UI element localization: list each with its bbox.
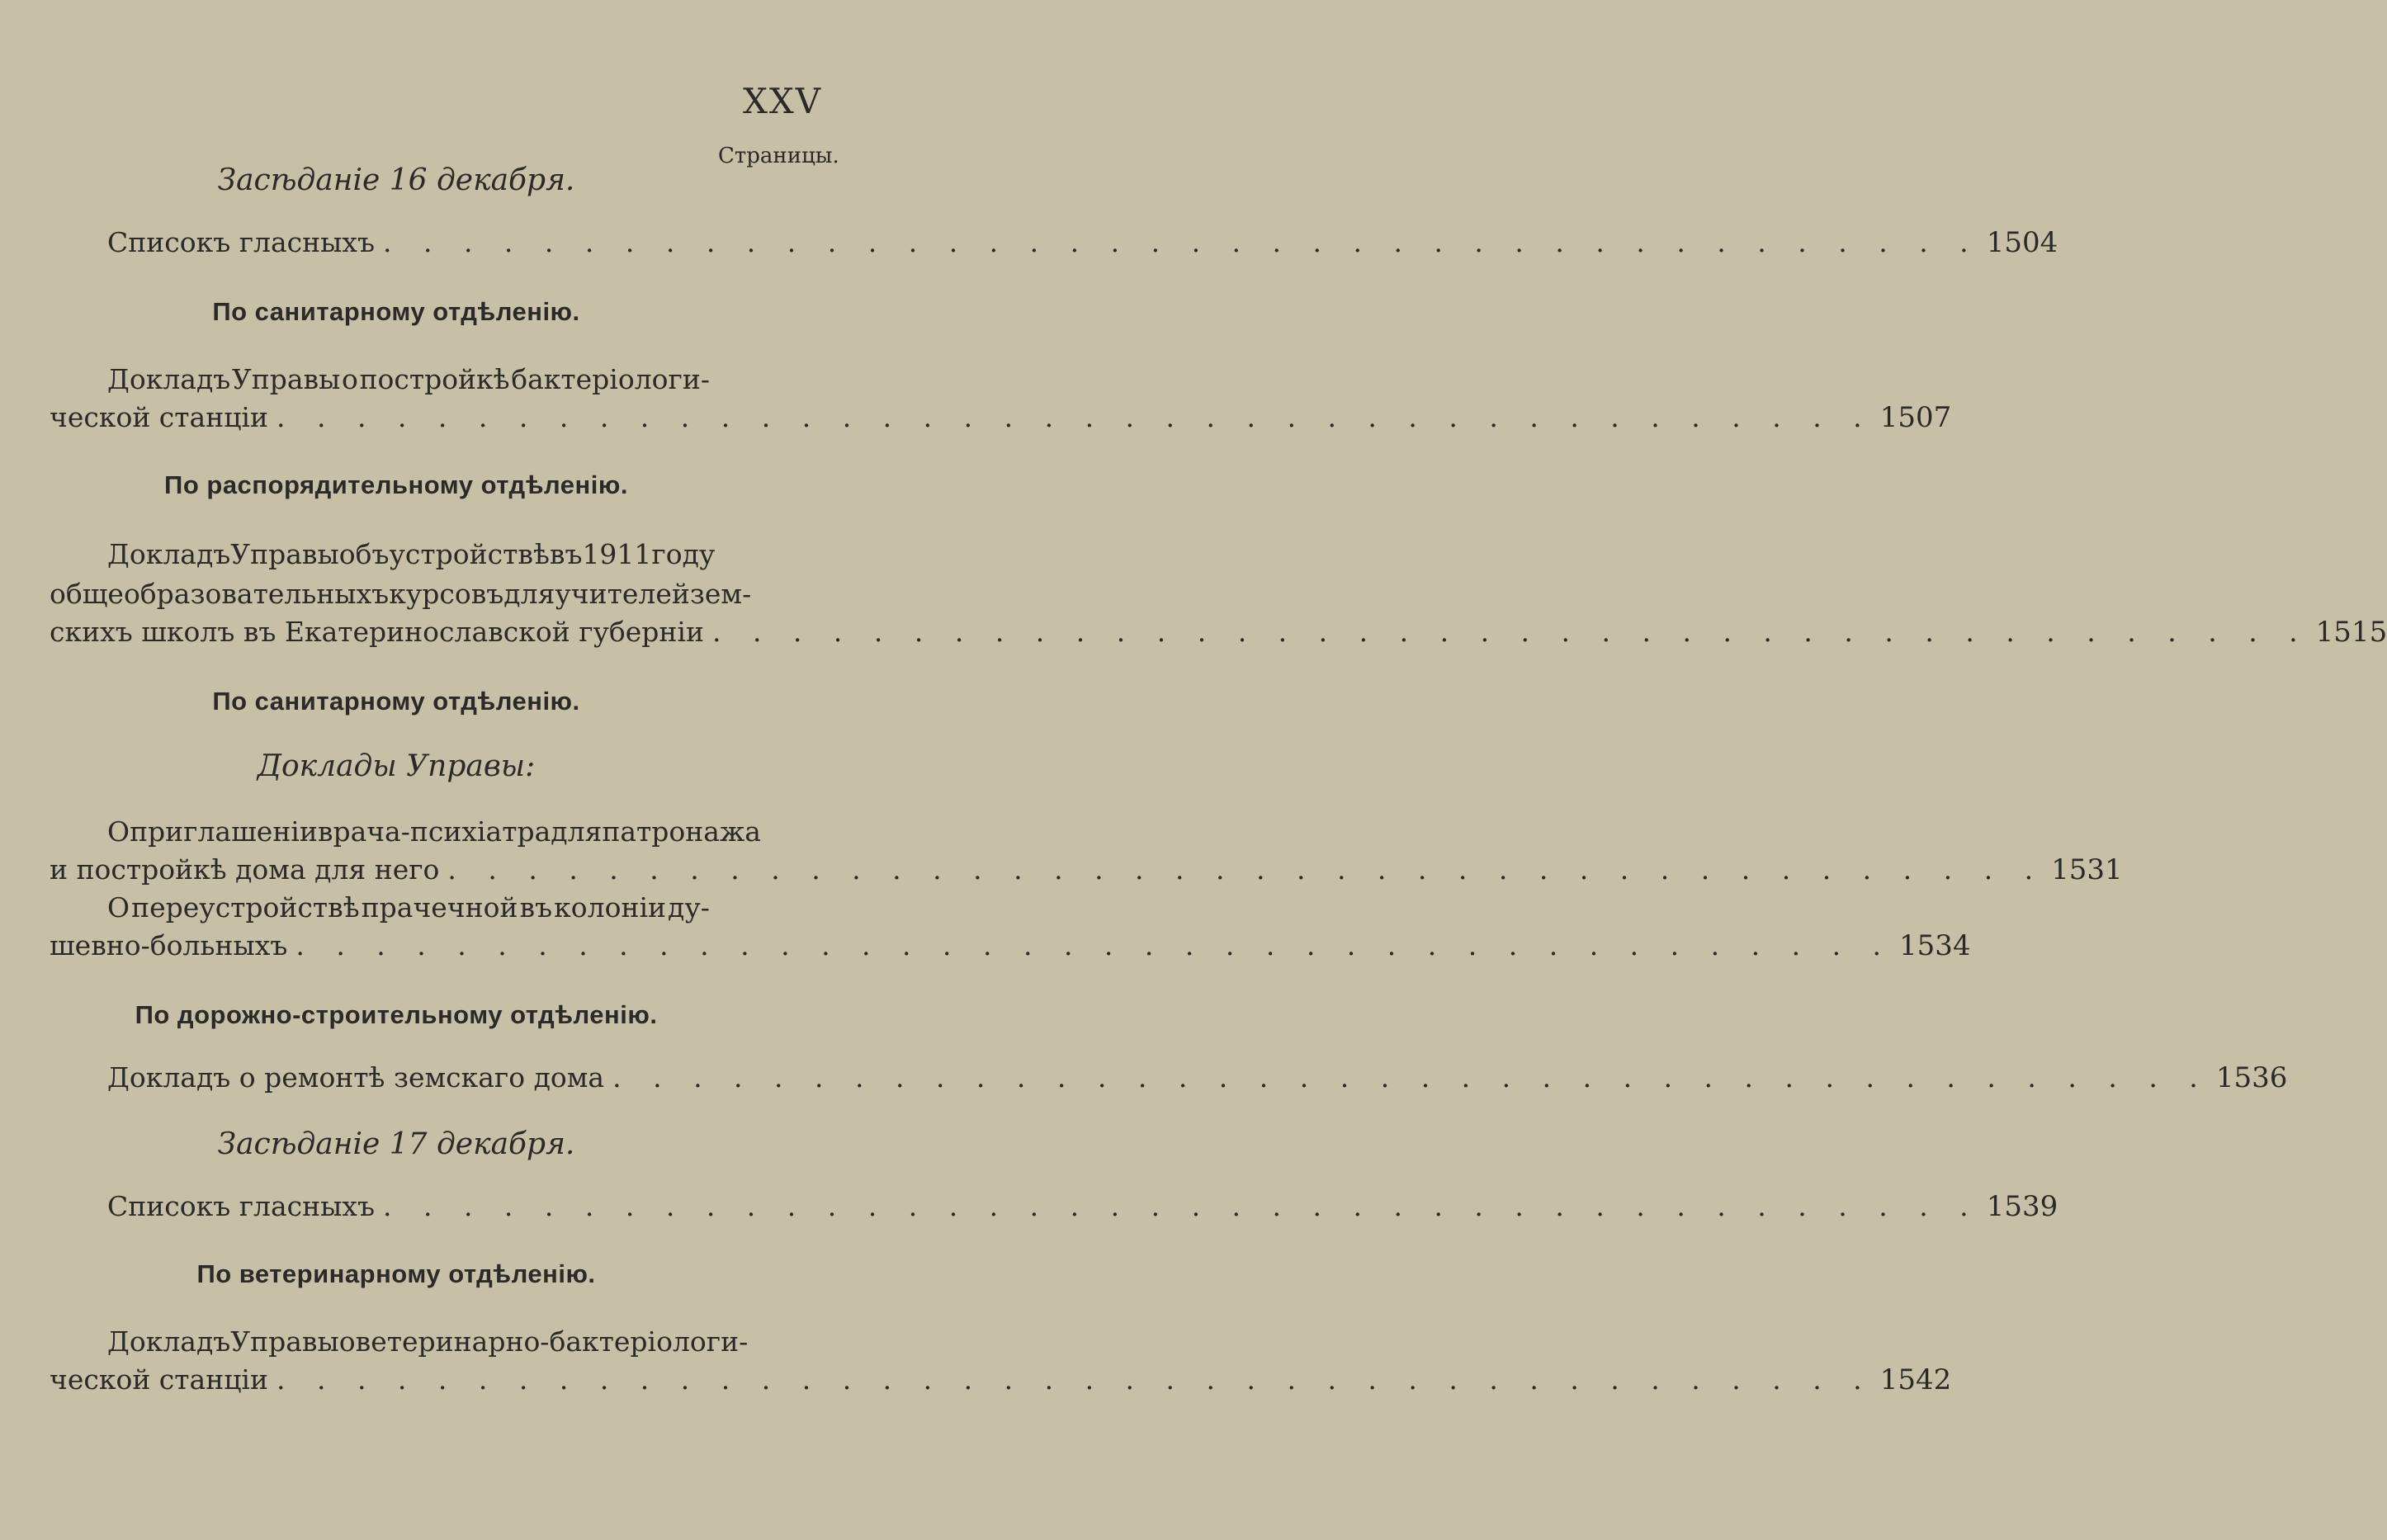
department-heading: По дорожно-строительному отдѣленію. <box>135 1000 658 1029</box>
entry-title: Списокъ гласныхъ <box>107 226 375 258</box>
entry-title: скихъ школъ въ Екатеринославской губерніи <box>50 616 704 648</box>
leader-dots: . . . . . . . . . . . . . . . . . . . . . . . . . . . . . . . . . . . . . . . . <box>276 1363 1874 1396</box>
page-number: XXV <box>743 81 823 121</box>
department-heading: По санитарному отдѣленію. <box>212 687 580 716</box>
subsection-heading: Доклады Управы: <box>257 749 536 783</box>
entry-text-line: Докладъ Управы о ветеринарно-бактеріологи- <box>107 1325 749 1358</box>
leader-dots: . . . . . . . . . . . . . . . . . . . . . . . . . . . . . . . . . . . . . . . . <box>382 1190 1980 1222</box>
toc-entry <box>50 929 1971 962</box>
entry-title: ческой станціи <box>50 1363 268 1396</box>
leader-dots: . . . . . . . . . . . . . . . . . . . . . . . . . . . . . . . . . . . . . . . . <box>711 616 2309 648</box>
entry-title: и постройкѣ дома для него <box>50 853 440 886</box>
entry-page: 1507 <box>1879 401 1952 434</box>
toc-entry <box>50 1363 1952 1396</box>
entry-title: Докладъ о ремонтѣ земскаго дома <box>107 1061 605 1094</box>
toc-entry <box>107 1190 2058 1223</box>
entry-page: 1539 <box>1986 1190 2058 1223</box>
leader-dots: . . . . . . . . . . . . . . . . . . . . . . . . . . . . . . . . . . . . . . . . <box>447 853 2045 886</box>
entry-page: 1536 <box>2215 1061 2288 1094</box>
entry-page: 1542 <box>1879 1363 1952 1396</box>
toc-entry <box>50 401 1952 434</box>
department-heading: По распорядительному отдѣленію. <box>164 470 628 499</box>
toc-entry <box>107 226 2058 259</box>
toc-entry <box>50 616 2387 649</box>
entry-text-line: Докладъ Управы о постройкѣ бактеріологи- <box>107 363 710 395</box>
entry-page: 1515 <box>2315 616 2387 649</box>
entry-text-line: О приглашеніи врача-психіатра для патронажа <box>107 815 761 848</box>
leader-dots: . . . . . . . . . . . . . . . . . . . . . . . . . . . . . . . . . . . . . . . . <box>612 1061 2210 1094</box>
department-heading: По ветеринарному отдѣленію. <box>196 1259 596 1288</box>
session-heading: Засѣданіе 17 декабря. <box>217 1127 575 1161</box>
entry-text-line: О переустройствѣ прачечной въ колоніи ду- <box>107 891 710 924</box>
department-heading: По санитарному отдѣленію. <box>212 297 580 326</box>
entry-title: ческой станціи <box>50 401 268 433</box>
entry-text-line: общеобразовательныхъ курсовъ для учителей зем- <box>50 578 752 610</box>
leader-dots: . . . . . . . . . . . . . . . . . . . . . . . . . . . . . . . . . . . . . . . . <box>276 401 1874 433</box>
entry-text-line: Докладъ Управы объ устройствѣ въ 1911 году <box>107 538 716 570</box>
entry-title: шевно-больныхъ <box>50 929 288 961</box>
pages-column-header: Страницы. <box>718 144 839 168</box>
entry-page: 1504 <box>1986 226 2058 259</box>
entry-page: 1534 <box>1899 929 1971 962</box>
leader-dots: . . . . . . . . . . . . . . . . . . . . . . . . . . . . . . . . . . . . . . . . <box>295 929 1893 961</box>
toc-entry <box>50 853 2123 886</box>
entry-title: Списокъ гласныхъ <box>107 1190 375 1222</box>
leader-dots: . . . . . . . . . . . . . . . . . . . . . . . . . . . . . . . . . . . . . . . . <box>382 226 1980 258</box>
entry-page: 1531 <box>2051 853 2123 886</box>
session-heading: Засѣданіе 16 декабря. <box>217 163 575 197</box>
toc-entry <box>107 1061 2288 1094</box>
